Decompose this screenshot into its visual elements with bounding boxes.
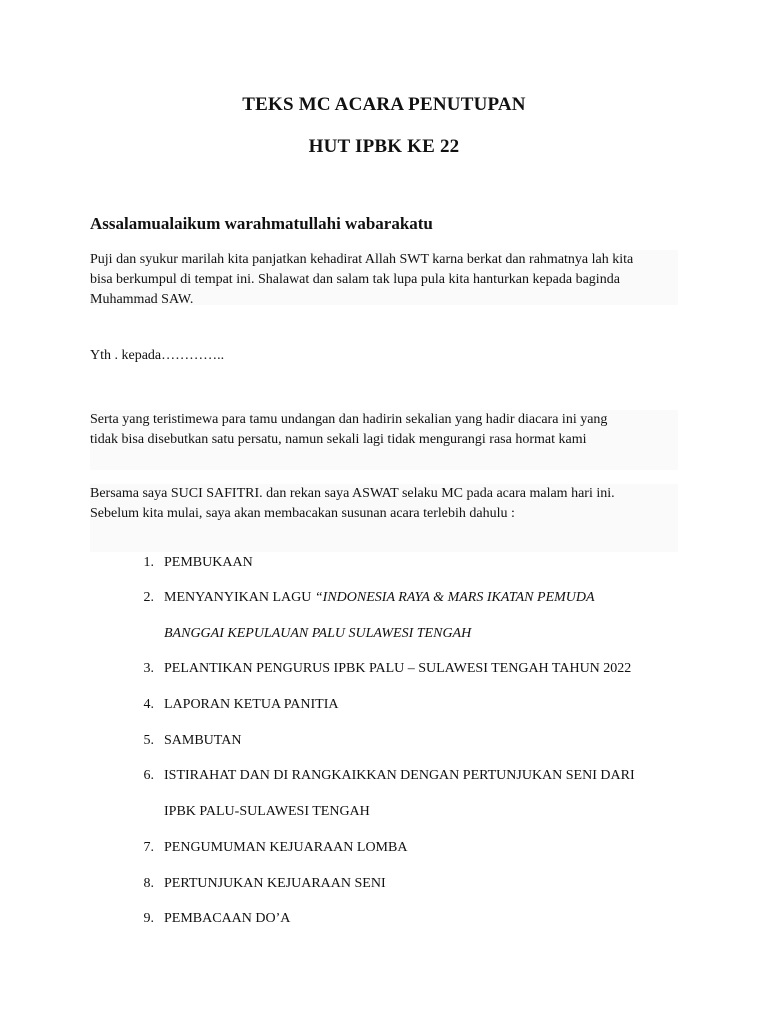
agenda-item-text: PELANTIKAN PENGURUS IPBK PALU – SULAWESI TENGAH TAHUN 2022 [164, 661, 632, 676]
addressee-line: Yth . kepada………….. [90, 348, 225, 363]
agenda-item-number: 9. [143, 911, 154, 926]
mc-intro-line: Bersama saya SUCI SAFITRI. dan rekan saya ASWAT selaku MC pada acara malam hari ini. [90, 486, 615, 501]
agenda-item-number: 4. [143, 697, 154, 712]
agenda-item-number: 7. [143, 840, 154, 855]
agenda-item-text: PEMBACAAN DO’A [164, 911, 291, 926]
document-title: TEKS MC ACARA PENUTUPAN [242, 94, 526, 115]
agenda-item-text: LAPORAN KETUA PANITIA [164, 697, 339, 712]
opening-paragraph-line: bisa berkumpul di tempat ini. Shalawat dan salam tak lupa pula kita hanturkan kepada baginda [90, 272, 620, 287]
agenda-item-number: 6. [143, 768, 154, 783]
greeting: Assalamualaikum warahmatullahi wabarakatu [90, 214, 433, 233]
mc-intro-line: Sebelum kita mulai, saya akan membacakan susunan acara terlebih dahulu : [90, 506, 515, 521]
agenda-item-text: SAMBUTAN [164, 733, 242, 748]
opening-paragraph-line: Muhammad SAW. [90, 292, 194, 307]
agenda-item-text-italic: “INDONESIA RAYA & MARS IKATAN PEMUDA [314, 590, 595, 605]
agenda-item-text [164, 590, 595, 606]
agenda-item-number: 5. [143, 733, 154, 748]
agenda-item-number: 3. [143, 661, 154, 676]
guests-paragraph [90, 410, 678, 470]
agenda-item-text-plain: MENYANYIKAN LAGU [164, 590, 315, 605]
document-subtitle: HUT IPBK KE 22 [308, 136, 460, 157]
opening-paragraph-line: Puji dan syukur marilah kita panjatkan kehadirat Allah SWT karna berkat dan rahmatnya lah kita [90, 252, 634, 267]
opening-paragraph [90, 250, 678, 305]
agenda-item-number: 2. [143, 590, 154, 605]
guests-paragraph-line: Serta yang teristimewa para tamu undangan dan hadirin sekalian yang hadir diacara ini yang [90, 412, 608, 427]
agenda-item-number: 1. [143, 555, 154, 570]
agenda-item-text: PENGUMUMAN KEJUARAAN LOMBA [164, 840, 408, 855]
agenda-item-text: PERTUNJUKAN KEJUARAAN SENI [164, 876, 386, 891]
agenda-item-continuation: BANGGAI KEPULAUAN PALU SULAWESI TENGAH [164, 626, 472, 641]
guests-paragraph-line: tidak bisa disebutkan satu persatu, namun sekali lagi tidak mengurangi rasa hormat kami [90, 432, 587, 447]
agenda-item-text: ISTIRAHAT DAN DI RANGKAIKKAN DENGAN PERTUNJUKAN SENI DARI [164, 768, 635, 783]
mc-intro-paragraph [90, 484, 678, 552]
agenda-item-number: 8. [143, 876, 154, 891]
agenda-item-text: PEMBUKAAN [164, 555, 253, 570]
agenda-item-continuation: IPBK PALU-SULAWESI TENGAH [164, 804, 370, 819]
